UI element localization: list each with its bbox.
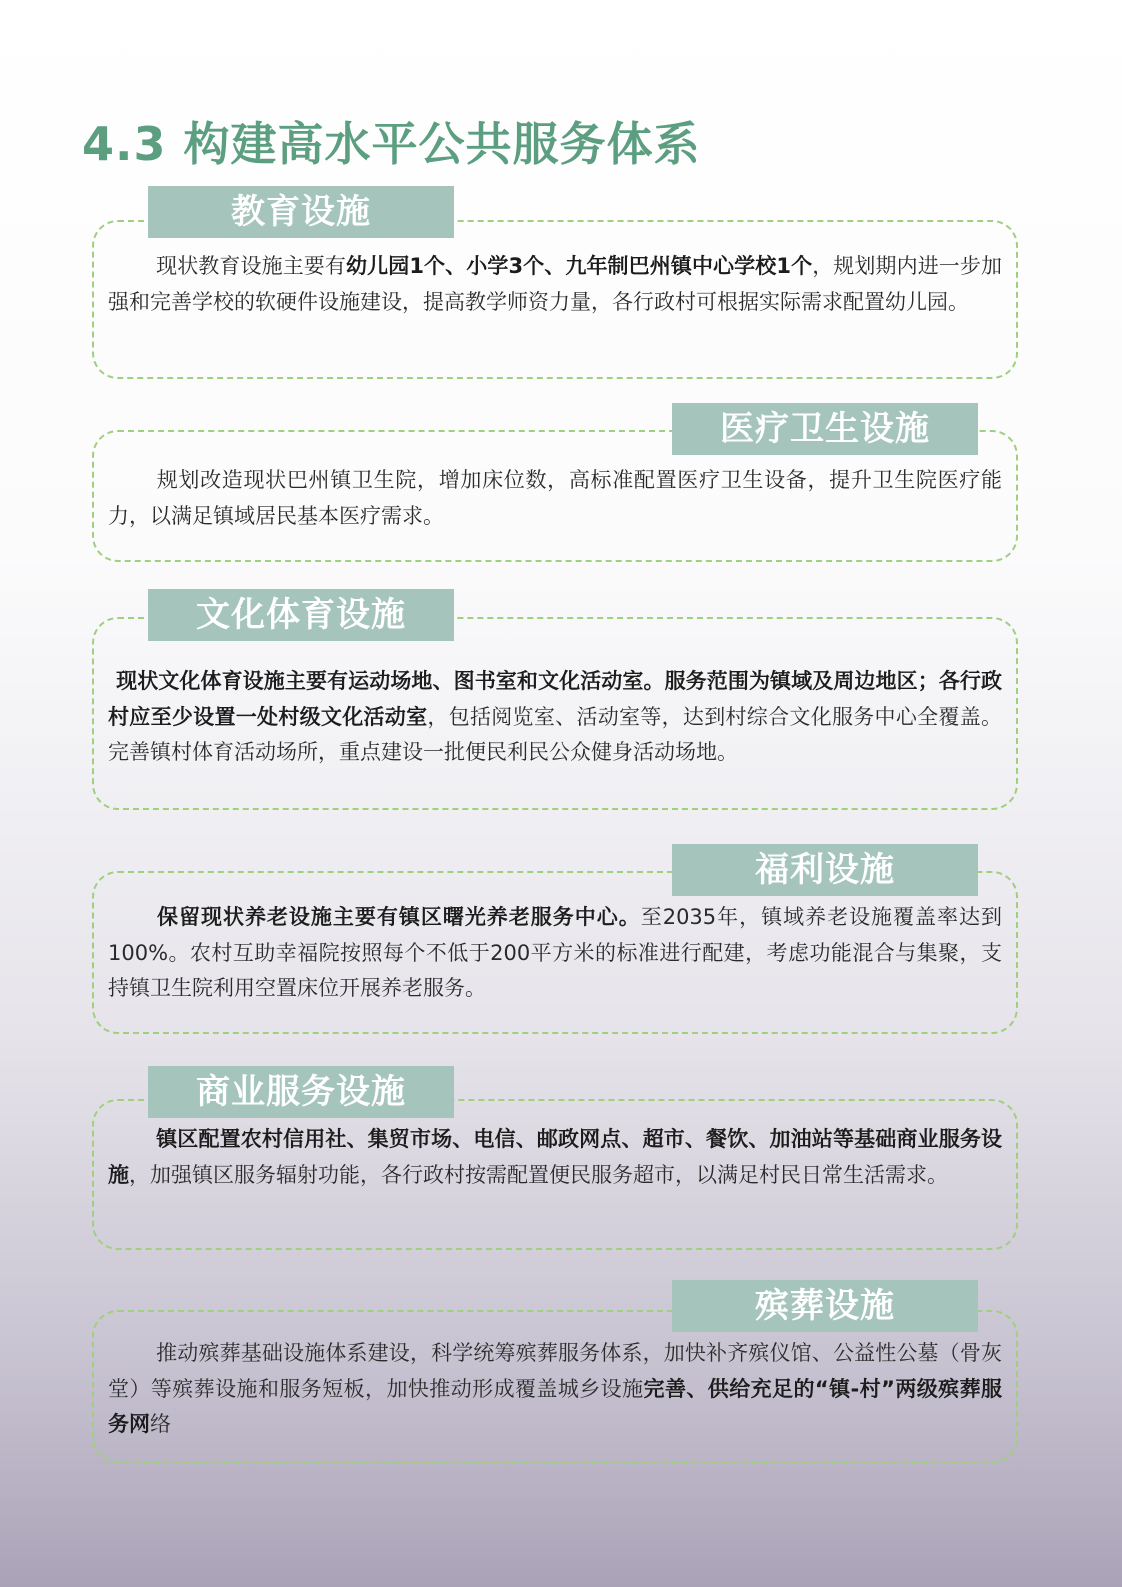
section-paragraph <box>108 249 1002 320</box>
section-welfare <box>92 844 1018 1034</box>
text-run-bold: 保留现状养老设施主要有镇区曙光养老服务中心。 <box>156 905 641 929</box>
text-run-bold: 幼儿园1个、小学3个、九年制巴州镇中心学校1个 <box>346 254 813 278</box>
section-tab: 殡葬设施 <box>672 1280 978 1332</box>
section-education <box>92 186 1018 379</box>
section-tab: 文化体育设施 <box>148 589 454 641</box>
section-paragraph <box>108 900 1002 1007</box>
text-run: ，包括阅览室、活动室等，达到村综合文化服务中心全覆盖。完善镇村体育活动场所，重点建设一批便民利民公众健身活动场地。 <box>108 704 1002 764</box>
section-paragraph <box>108 664 1002 771</box>
section-culture-sports <box>92 589 1018 810</box>
page-title: 4.3 构建高水平公共服务体系 <box>82 117 701 171</box>
text-run: 规划改造现状巴州镇卫生院，增加床位数，高标准配置医疗卫生设备，提升卫生院医疗能力，以满足镇域居民基本医疗需求。 <box>108 468 1002 528</box>
section-tab: 商业服务设施 <box>148 1066 454 1118</box>
section-paragraph <box>108 1336 1002 1443</box>
text-run: ，加强镇区服务辐射功能，各行政村按需配置便民服务超市，以满足村民日常生活需求。 <box>129 1162 948 1187</box>
text-run-bold: 现状文化体育设施主要有运动场地、图书室和文化活动室。服务范围为镇域及周边地区；各行政村应至少设置一处村级文化活动室 <box>108 669 1002 729</box>
section-tab: 医疗卫生设施 <box>672 403 978 455</box>
section-medical <box>92 403 1018 562</box>
text-run: 至2035年，镇域养老设施覆盖率达到100%。农村互助幸福院按照每个不低于200平方米的标准进行配建，考虑功能混合与集聚，支持镇卫生院利用空置床位开展养老服务。 <box>108 905 1002 1000</box>
section-tab: 福利设施 <box>672 844 978 896</box>
text-run: ，规划期内进一步加强和完善学校的软硬件设施建设，提高教学师资力量，各行政村可根据实际需求配置幼儿园。 <box>108 254 1002 314</box>
section-paragraph <box>108 1122 1002 1193</box>
text-run: 络 <box>150 1412 171 1436</box>
section-commercial <box>92 1066 1018 1250</box>
section-paragraph <box>108 463 1002 534</box>
text-run: 现状教育设施主要有 <box>156 254 347 278</box>
section-funeral <box>92 1280 1018 1463</box>
section-tab: 教育设施 <box>148 186 454 238</box>
text-run-bold: 完善、供给充足的“镇-村”两级殡葬服务网 <box>108 1376 1003 1436</box>
text-run-bold: 镇区配置农村信用社、集贸市场、电信、邮政网点、超市、餐饮、加油站等基础商业服务设施 <box>108 1127 1002 1187</box>
text-run: 推动殡葬基础设施体系建设，科学统筹殡葬服务体系，加快补齐殡仪馆、公益性公墓（骨灰堂）等殡葬设施和服务短板，加快推动形成覆盖城乡设施 <box>108 1341 1002 1401</box>
